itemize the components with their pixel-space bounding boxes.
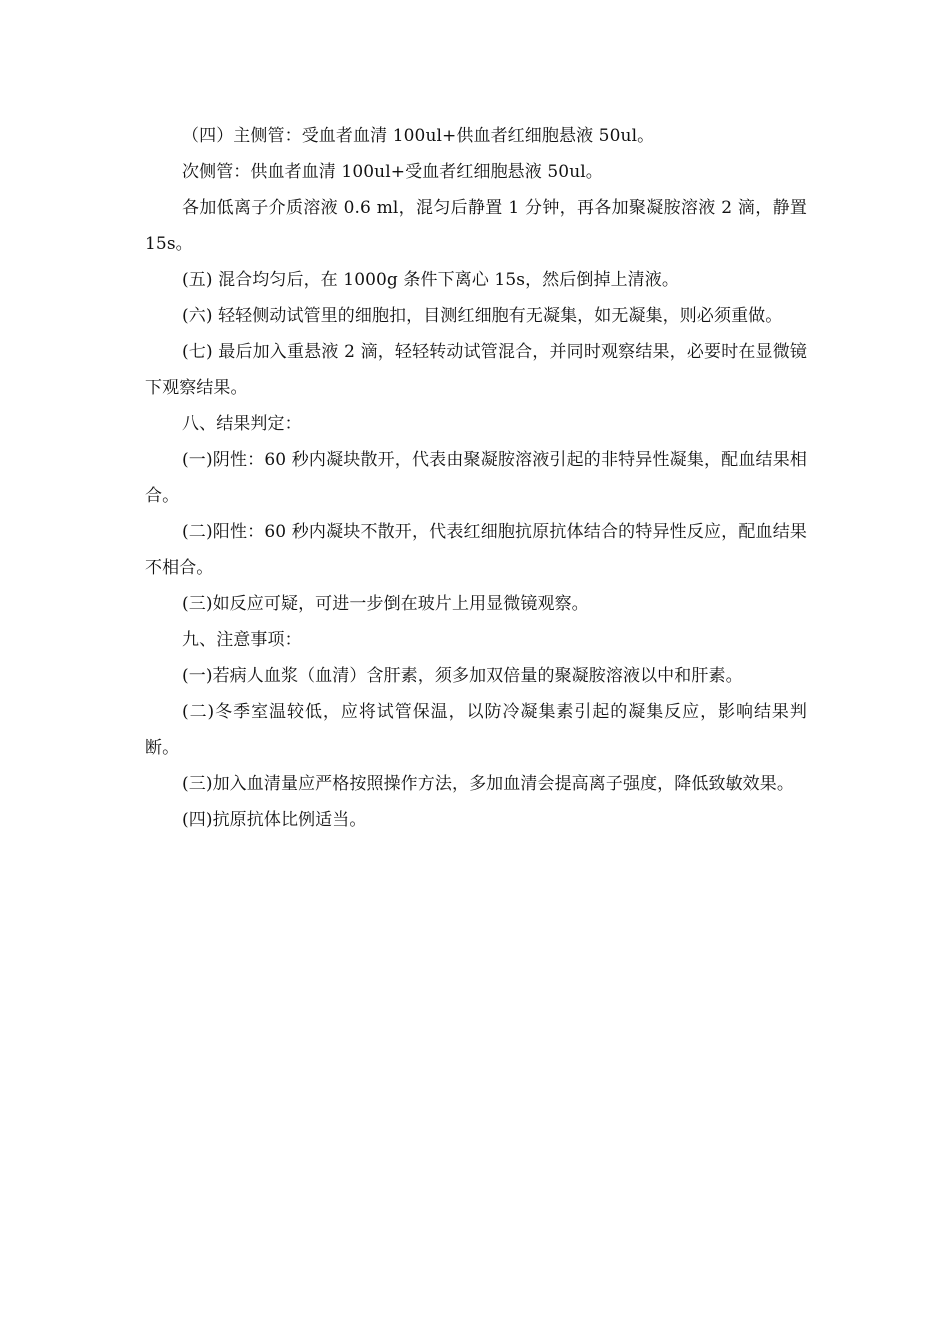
paragraph-note-serum: (三)加入血清量应严格按照操作方法，多加血清会提高离子强度，降低致敏效果。 [182, 774, 794, 794]
paragraph-add-reagents: 各加低离子介质溶液 0.6 ml，混匀后静置 1 分钟，再各加聚凝胺溶液 2 滴，静置 15s。 [145, 198, 807, 254]
paragraph-step-7: (七) 最后加入重悬液 2 滴，轻轻转动试管混合，并同时观察结果，必要时在显微镜下观察结果。 [145, 342, 807, 398]
paragraph-note-heparin: (一)若病人血浆（血清）含肝素，须多加双倍量的聚凝胺溶液以中和肝素。 [182, 666, 743, 686]
paragraph-main-tube: （四）主侧管：受血者血清 100ul+供血者红细胞悬液 50ul。 [182, 126, 655, 146]
paragraph-doubtful: (三)如反应可疑，可进一步倒在玻片上用显微镜观察。 [182, 594, 589, 614]
paragraph-minor-tube: 次侧管：供血者血清 100ul+受血者红细胞悬液 50ul。 [182, 162, 603, 182]
paragraph-note-winter: (二)冬季室温较低，应将试管保温，以防冷凝集素引起的凝集反应，影响结果判断。 [145, 702, 807, 758]
paragraph-step-6: (六) 轻轻侧动试管里的细胞扣，目测红细胞有无凝集，如无凝集，则必须重做。 [182, 306, 783, 326]
section-heading-notes: 九、注意事项： [182, 630, 302, 650]
paragraph-step-5: (五) 混合均匀后，在 1000g 条件下离心 15s，然后倒掉上清液。 [182, 270, 679, 290]
paragraph-negative: (一)阴性：60 秒内凝块散开，代表由聚凝胺溶液引起的非特异性凝集，配血结果相合。 [145, 450, 807, 506]
paragraph-positive: (二)阳性：60 秒内凝块不散开，代表红细胞抗原抗体结合的特异性反应，配血结果不相合。 [145, 522, 807, 578]
section-heading-results: 八、结果判定： [182, 414, 302, 434]
document-body [145, 118, 807, 838]
paragraph-note-ratio: (四)抗原抗体比例适当。 [182, 810, 367, 830]
